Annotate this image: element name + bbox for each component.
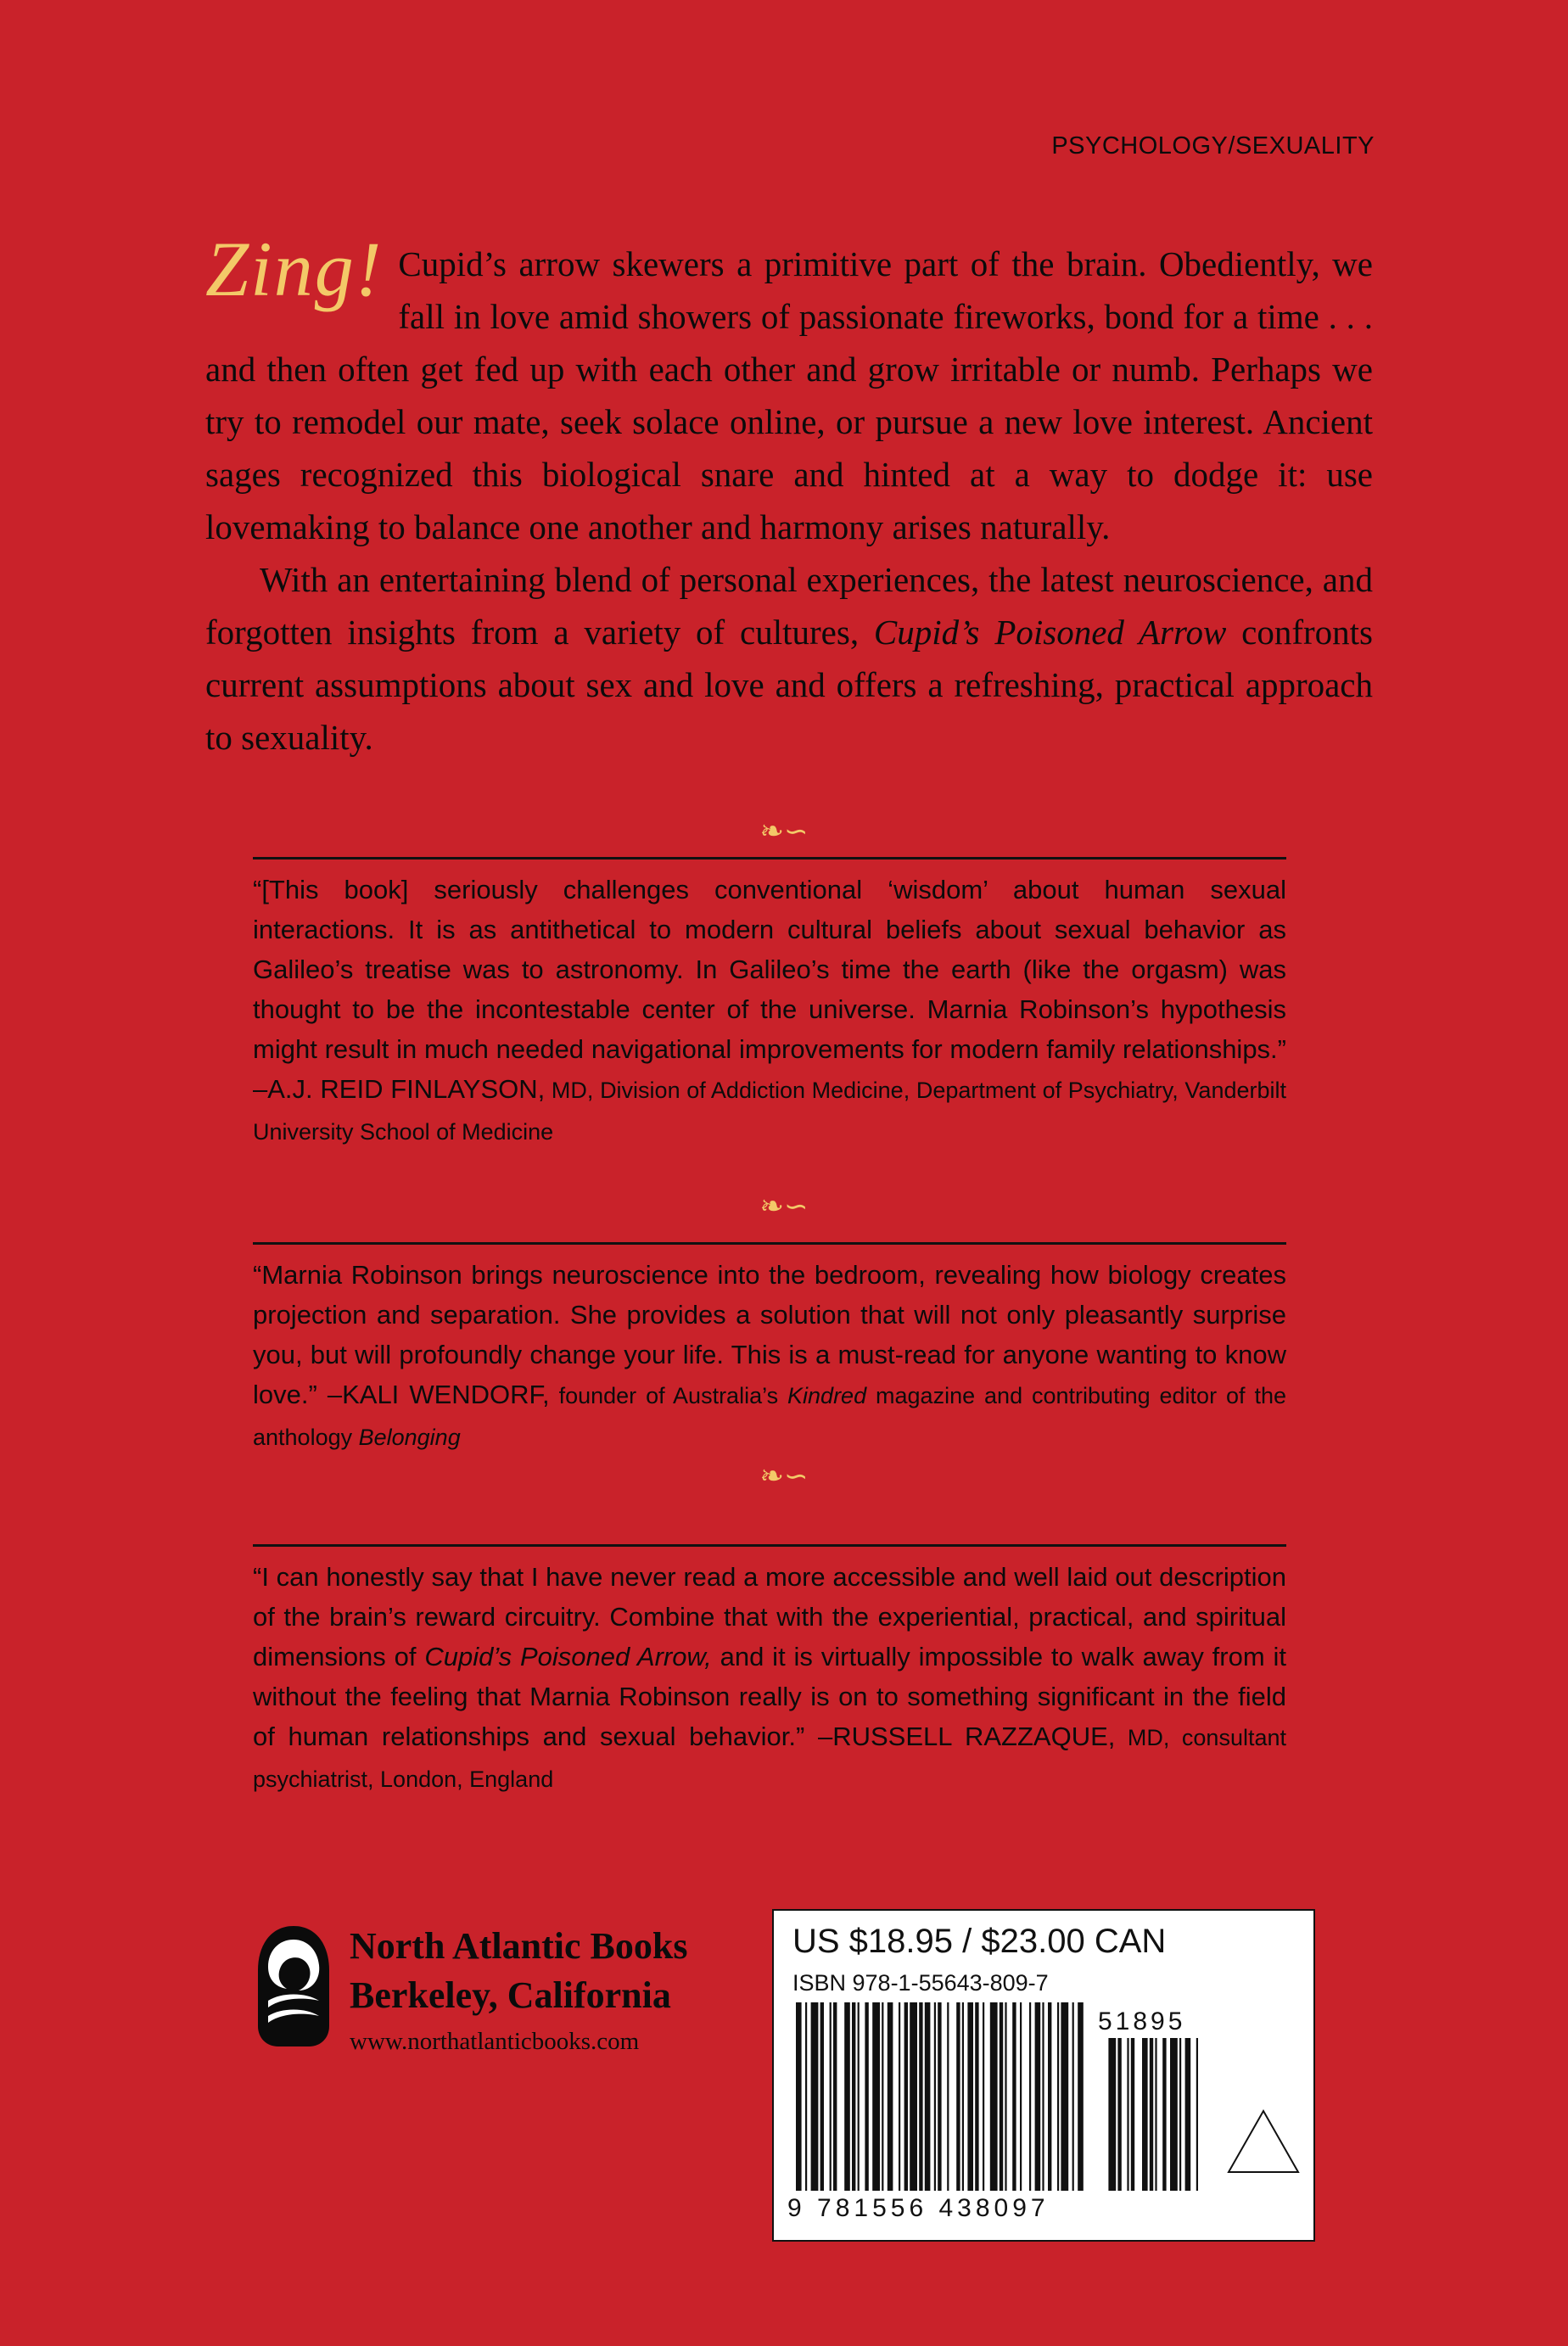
barcode-bar	[899, 2002, 900, 2191]
barcode-bar	[796, 2002, 802, 2191]
barcode-bar	[882, 2002, 883, 2191]
isbn-text: ISBN 978-1-55643-809-7	[792, 1970, 1049, 1996]
barcode-bar	[910, 2002, 917, 2191]
triangle-icon	[1225, 2108, 1302, 2175]
quote-2-body: “Marnia Robinson brings neuroscience into the bedroom, revealing how biology creates projection and separation. She provides a solution that will not only pleasantly surprise you, but will profoundly change your life. This is a must-read for anyone wanting to know love.” –KALI WENDORF,	[253, 1260, 1286, 1409]
endorsement-3	[253, 1544, 1286, 1800]
quote-1-attribution: MD, Division of Addiction Medicine, Department of Psychiatry, Vanderbilt University School of Medicine	[253, 1078, 1287, 1145]
addon-bar	[1108, 2038, 1116, 2191]
publisher-block	[253, 1919, 728, 2072]
barcode-bar	[919, 2002, 922, 2191]
blurb-text-2b: confronts current assumptions about sex and love and offers a refreshing, practical approach to sexuality.	[205, 613, 1373, 757]
addon-bar	[1162, 2038, 1166, 2191]
quote-2-attribution-cont: magazine and contributing editor of the anthology	[253, 1383, 1286, 1450]
blurb-paragraph-2	[205, 553, 1373, 764]
addon-bar	[1142, 2038, 1148, 2191]
barcode-bar	[830, 2002, 832, 2191]
addon-bar	[1131, 2038, 1134, 2191]
barcode-bar	[844, 2002, 850, 2191]
barcode-bar	[983, 2002, 984, 2191]
barcode-bar	[956, 2002, 960, 2191]
barcode-bar	[858, 2002, 860, 2191]
barcode-bar	[1029, 2002, 1031, 2191]
barcode-number: 9 781556 438097	[787, 2194, 1050, 2222]
publisher-city: Berkeley, California	[350, 1974, 671, 2016]
ornament-divider-icon: ❧∽	[759, 816, 809, 848]
barcode-bar	[1005, 2002, 1006, 2191]
quote-3-attribution: MD, consultant psychiatrist, London, England	[253, 1725, 1286, 1792]
addon-bar	[1127, 2038, 1128, 2191]
magazine-title: Kindred	[787, 1383, 867, 1408]
blurb-paragraph-1	[205, 226, 1373, 553]
barcode-bar	[1072, 2002, 1074, 2191]
barcode-bar	[888, 2002, 893, 2191]
addon-bar	[1196, 2038, 1198, 2191]
quote-1-body: “[This book] seriously challenges conventional ‘wisdom’ about human sexual interactions. It is as antithetical to modern cultural beliefs about sexual behavior as Galileo’s treatise was to astronomy. In Galileo’s time the earth (like the orgasm) was thought to be the incontestable center of the universe. Marnia Robinson’s hypothesis might result in much needed navigational improvements for modern family relationships.” –A.J. REID FINLAYSON,	[253, 875, 1286, 1104]
endorsement-2-text	[253, 1255, 1286, 1458]
barcode-bar	[990, 2002, 998, 2191]
barcode-bar	[934, 2002, 936, 2191]
publisher-name: North Atlantic Books	[350, 1925, 688, 1967]
endorsement-2	[253, 1242, 1286, 1458]
endorsement-1-text	[253, 870, 1286, 1152]
barcode-bar	[1020, 2002, 1022, 2191]
ornament-divider-icon: ❧∽	[759, 1461, 809, 1492]
book-title-in-quote: Cupid’s Poisoned Arrow,	[424, 1642, 712, 1671]
barcode-bar	[1012, 2002, 1016, 2191]
addon-bar	[1117, 2038, 1121, 2191]
barcode-bar	[872, 2002, 880, 2191]
barcode-bar	[805, 2002, 807, 2191]
barcode-bar	[947, 2002, 949, 2191]
price-text: US $18.95 / $23.00 CAN	[792, 1923, 1167, 1960]
addon-bar	[1155, 2038, 1156, 2191]
barcode-bar	[1057, 2002, 1059, 2191]
barcode-bar	[925, 2002, 931, 2191]
endorsement-1	[253, 857, 1286, 1152]
addon-bar	[1170, 2038, 1178, 2191]
anthology-title: Belonging	[358, 1425, 461, 1450]
barcode-bar	[962, 2002, 964, 2191]
barcode-bar	[1048, 2002, 1051, 2191]
description-blurb	[205, 226, 1373, 764]
endorsement-3-text	[253, 1557, 1286, 1800]
barcode-bar	[865, 2002, 868, 2191]
quote-3-body-cont: and it is virtually impossible to walk away from it without the feeling that Marnia Robinson really is on to something significant in the field of human relationships and sexual behavior.” –RUSSELL RAZZAQUE,	[253, 1642, 1286, 1751]
book-title: Cupid’s Poisoned Arrow	[873, 613, 1227, 652]
barcode-bar	[1042, 2002, 1044, 2191]
quote-2-attribution: founder of Australia’s	[549, 1383, 788, 1408]
ornament-divider-icon: ❧∽	[759, 1191, 809, 1223]
barcode-bar	[852, 2002, 855, 2191]
barcode-icon	[792, 2002, 1217, 2199]
barcode-bar	[967, 2002, 973, 2191]
barcode-label	[772, 1909, 1315, 2242]
barcode-bar	[1035, 2002, 1041, 2191]
category-label: PSYCHOLOGY/SEXUALITY	[1051, 132, 1375, 160]
price-addon-code: 51895	[1098, 2007, 1186, 2035]
blurb-text-1: Cupid’s arrow skewers a primitive part of the brain. Obediently, we fall in love amid showers of passionate fireworks, bond for a time . . . and then often get fed up with each other and grow irritable or numb. Perhaps we try to remodel our mate, seek solace online, or pursue a new love interest. Ancient sages recognized this biological snare and hinted at a way to dodge it: use lovemaking to balance one another and harmony arises naturally.	[205, 244, 1373, 546]
barcode-bar	[811, 2002, 819, 2191]
addon-bar	[1179, 2038, 1181, 2191]
barcode-bar	[938, 2002, 941, 2191]
barcode-bar	[833, 2002, 837, 2191]
barcode-bar	[1000, 2002, 1003, 2191]
barcode-bar	[975, 2002, 978, 2191]
addon-bar	[1185, 2038, 1191, 2191]
publisher-logo-icon	[253, 1923, 334, 2050]
barcode-bar	[820, 2002, 824, 2191]
drop-word: Zing!	[205, 226, 384, 312]
addon-bar	[1150, 2038, 1153, 2191]
barcode-bar	[1078, 2002, 1084, 2191]
publisher-url: www.northatlanticbooks.com	[350, 2028, 640, 2055]
quote-3-body: “I can honestly say that I have never read a more accessible and well laid out description of the brain’s reward circuitry. Combine that with the experiential, practical, and spiritual dimensions of	[253, 1562, 1286, 1671]
blurb-text-2a: With an entertaining blend of personal experiences, the latest neuroscience, and forgotten insights from a variety of cultures,	[205, 560, 1373, 652]
barcode-bar	[904, 2002, 908, 2191]
barcode-bar	[1061, 2002, 1068, 2191]
